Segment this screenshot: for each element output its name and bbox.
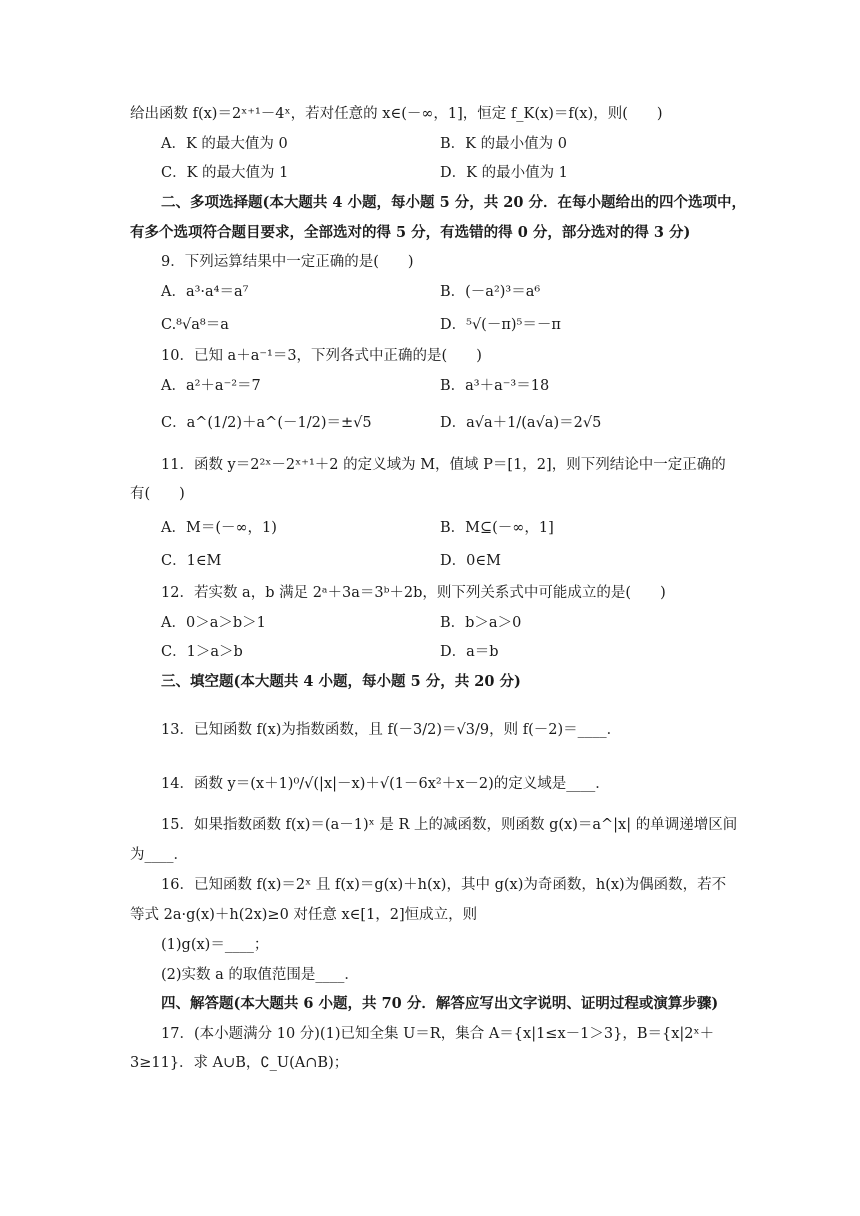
q11-stem: 11．函数 y＝2²ˣ－2ˣ⁺¹＋2 的定义域为 M，值域 P＝[1，2]，则下列结论中一定正确的 (161, 457, 726, 473)
q16-cont: 等式 2a·g(x)＋h(2x)≥0 对任意 x∈[1，2]恒成立，则 (130, 907, 478, 923)
q12-stem: 12．若实数 a，b 满足 2ᵃ＋3a＝3ᵇ＋2b，则下列关系式中可能成立的是( ) (161, 585, 666, 601)
q14: 14．函数 y＝(x＋1)⁰/√(|x|－x)＋√(1－6x²＋x－2)的定义域是____． (161, 776, 610, 792)
q9-option-b: B．(－a²)³＝a⁶ (440, 284, 541, 300)
q10-option-b: B．a³＋a⁻³＝18 (440, 378, 550, 394)
q12-option-c: C．1＞a＞b (161, 644, 243, 660)
q11-option-d: D．0∈M (440, 553, 501, 569)
q11-option-a: A．M＝(－∞，1) (161, 520, 277, 536)
q9-option-c: C.⁸√a⁸＝a (161, 317, 229, 333)
q11-option-b: B．M⊆(－∞，1] (440, 520, 554, 536)
q8-stem: 给出函数 f(x)＝2ˣ⁺¹－4ˣ，若对任意的 x∈(－∞，1]，恒定 f_K(x)＝f(x)，则( ) (130, 106, 663, 122)
q8-option-b: B．K 的最小值为 0 (440, 136, 567, 152)
q11-stem-cont: 有( ) (130, 486, 185, 502)
section-3-heading: 三、填空题(本大题共 4 小题，每小题 5 分，共 20 分) (161, 673, 521, 690)
q16: 16．已知函数 f(x)＝2ˣ 且 f(x)＝g(x)＋h(x)，其中 g(x)为奇函数，h(x)为偶函数，若不 (161, 877, 727, 893)
q10-option-d: D．a√a＋1/(a√a)＝2√5 (440, 415, 602, 431)
q12-option-d: D．a＝b (440, 644, 499, 660)
q13: 13．已知函数 f(x)为指数函数，且 f(－3/2)＝√3/9，则 f(－2)＝____． (161, 722, 622, 738)
q8-option-c: C．K 的最大值为 1 (161, 165, 289, 181)
q9-stem: 9．下列运算结果中一定正确的是( ) (161, 254, 414, 270)
q11-option-c: C．1∈M (161, 553, 222, 569)
q9-option-d: D．⁵√(－π)⁵＝－π (440, 317, 561, 333)
section-2-heading-cont: 有多个选项符合题目要求，全部选对的得 5 分，有选错的得 0 分，部分选对的得 3 分) (130, 224, 691, 241)
q10-stem: 10．已知 a＋a⁻¹＝3，下列各式中正确的是( ) (161, 348, 482, 364)
q9-option-a: A．a³·a⁴＝a⁷ (161, 284, 249, 300)
section-2-heading: 二、多项选择题(本大题共 4 小题，每小题 5 分，共 20 分．在每小题给出的四个选项中， (161, 194, 747, 211)
q15: 15．如果指数函数 f(x)＝(a－1)ˣ 是 R 上的减函数，则函数 g(x)＝a^|x| 的单调递增区间 (161, 817, 738, 833)
q17-cont: 3≥11}．求 A∪B，∁_U(A∩B)； (130, 1055, 349, 1071)
q12-option-b: B．b＞a＞0 (440, 615, 522, 631)
q8-option-a: A．K 的最大值为 0 (161, 136, 288, 152)
q16-part-1: (1)g(x)＝____； (161, 937, 269, 953)
q17: 17．(本小题满分 10 分)(1)已知全集 U＝R，集合 A＝{x|1≤x－1＞3}，B＝{x|2ˣ＋ (161, 1026, 715, 1042)
q10-option-c: C．a^(1/2)＋a^(－1/2)＝±√5 (161, 415, 372, 431)
q10-option-a: A．a²＋a⁻²＝7 (161, 378, 261, 394)
q8-option-d: D．K 的最小值为 1 (440, 165, 568, 181)
q12-option-a: A．0＞a＞b＞1 (161, 615, 266, 631)
section-4-heading: 四、解答题(本大题共 6 小题，共 70 分．解答应写出文字说明、证明过程或演算步骤) (161, 995, 719, 1012)
q15-cont: 为____． (130, 847, 188, 863)
q16-part-2: (2)实数 a 的取值范围是____． (161, 967, 359, 983)
